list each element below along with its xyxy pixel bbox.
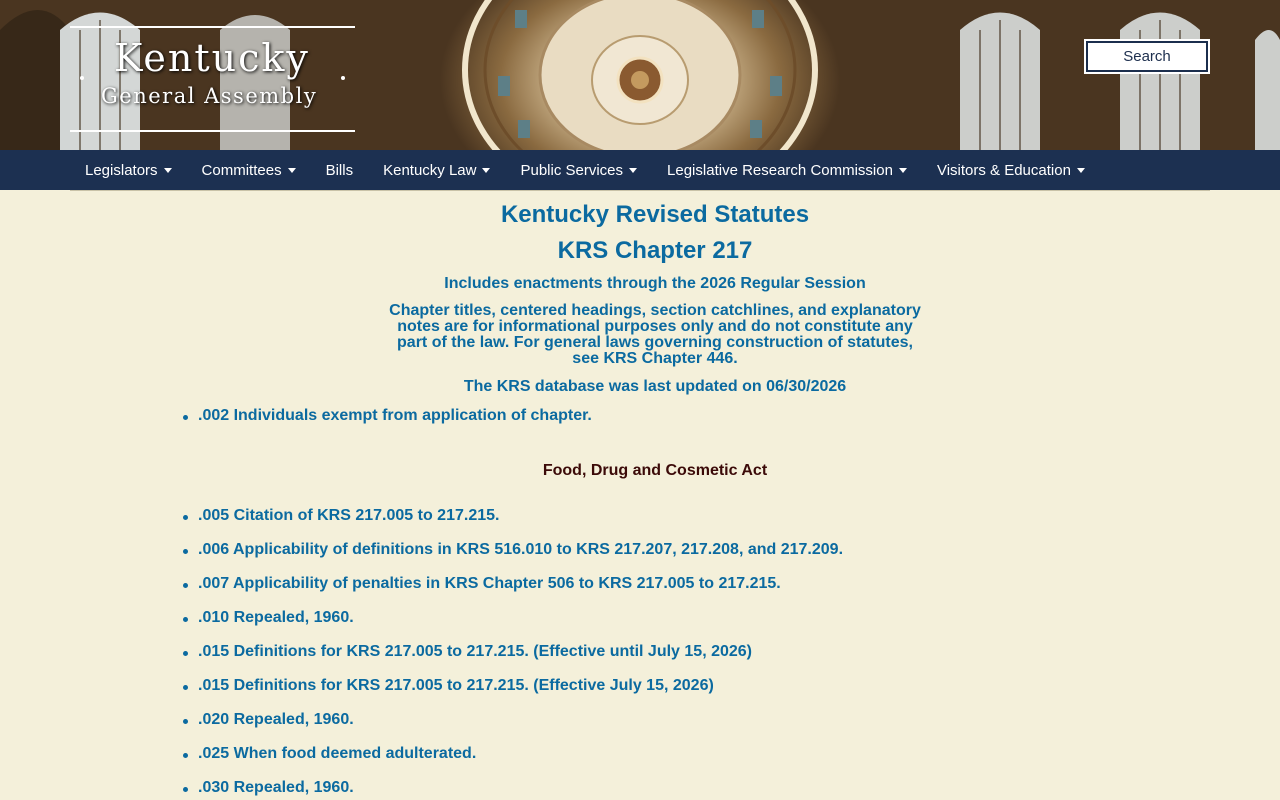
nav-item-label: Kentucky Law	[383, 161, 477, 179]
logo-rule-top	[70, 26, 355, 28]
main-nav	[0, 150, 1280, 190]
list-item	[180, 575, 843, 609]
logo-subtitle: General Assembly	[101, 84, 318, 108]
statute-link[interactable]: .002 Individuals exempt from application of chapter.	[198, 407, 592, 424]
nav-item-public-services[interactable]	[505, 150, 652, 190]
logo-dot-right	[341, 76, 345, 80]
section-list-general	[180, 407, 592, 441]
list-item	[180, 779, 843, 800]
page-title: Kentucky Revised Statutes	[500, 201, 810, 228]
caret-down-icon	[164, 168, 172, 173]
chapter-title: KRS Chapter 217	[557, 237, 753, 264]
statute-link[interactable]: .007 Applicability of penalties in KRS Chapter 506 to KRS 217.005 to 217.215.	[198, 575, 781, 592]
statute-link[interactable]: .010 Repealed, 1960.	[198, 609, 354, 626]
site-logo[interactable]	[70, 26, 355, 132]
nav-item-label: Visitors & Education	[936, 161, 1071, 179]
header-banner	[0, 0, 1280, 150]
list-item	[180, 711, 843, 745]
statute-link[interactable]: .030 Repealed, 1960.	[198, 779, 354, 796]
enactments-note: Includes enactments through the 2026 Regular Session	[444, 275, 866, 292]
nav-item-label: Public Services	[520, 161, 624, 179]
nav-item-visitors-education[interactable]	[922, 150, 1100, 190]
nav-item-legislative-research-commission[interactable]	[652, 150, 922, 190]
nav-item-bills[interactable]	[311, 150, 369, 190]
nav-item-label: Legislators	[85, 161, 158, 179]
nav-item-label: Committees	[201, 161, 282, 179]
statute-link[interactable]: .006 Applicability of definitions in KRS 516.010 to KRS 217.207, 217.208, and 217.209.	[198, 541, 844, 558]
list-item	[180, 507, 843, 541]
nav-item-kentucky-law[interactable]	[368, 150, 505, 190]
nav-item-legislators[interactable]	[70, 150, 187, 190]
statute-link[interactable]: .015 Definitions for KRS 217.005 to 217.215. (Effective until July 15, 2026)	[198, 643, 752, 660]
list-item	[180, 643, 843, 677]
disclaimer-note: Chapter titles, centered headings, section catchlines, and explanatory notes are for informational purposes only and do not constitute any part of the law. For general laws governing construction of statutes, see KRS Chapter 446.	[389, 302, 921, 367]
caret-down-icon	[288, 168, 296, 173]
statute-link[interactable]: .020 Repealed, 1960.	[198, 711, 354, 728]
section-list-fdc-act	[180, 507, 843, 800]
nav-divider	[70, 190, 1210, 191]
logo-rule-bottom	[70, 130, 355, 132]
nav-item-label: Bills	[325, 161, 354, 179]
caret-down-icon	[899, 168, 907, 173]
nav-item-label: Legislative Research Commission	[667, 161, 893, 179]
nav-menu	[70, 150, 1100, 190]
caret-down-icon	[629, 168, 637, 173]
section-heading: Food, Drug and Cosmetic Act	[542, 462, 768, 479]
last-updated: The KRS database was last updated on 06/30/2026	[463, 378, 847, 395]
list-item	[180, 677, 843, 711]
list-item	[180, 745, 843, 779]
logo-dot-left	[80, 76, 84, 80]
statute-link[interactable]: .005 Citation of KRS 217.005 to 217.215.	[198, 507, 500, 524]
search-button[interactable]: Search	[1084, 39, 1210, 74]
list-item	[180, 407, 592, 441]
statute-link[interactable]: .025 When food deemed adulterated.	[198, 745, 477, 762]
list-item	[180, 609, 843, 643]
caret-down-icon	[1077, 168, 1085, 173]
logo-title: Kentucky	[114, 36, 310, 80]
caret-down-icon	[482, 168, 490, 173]
list-item	[180, 541, 843, 575]
nav-item-committees[interactable]	[187, 150, 311, 190]
statute-link[interactable]: .015 Definitions for KRS 217.005 to 217.215. (Effective July 15, 2026)	[198, 677, 714, 694]
